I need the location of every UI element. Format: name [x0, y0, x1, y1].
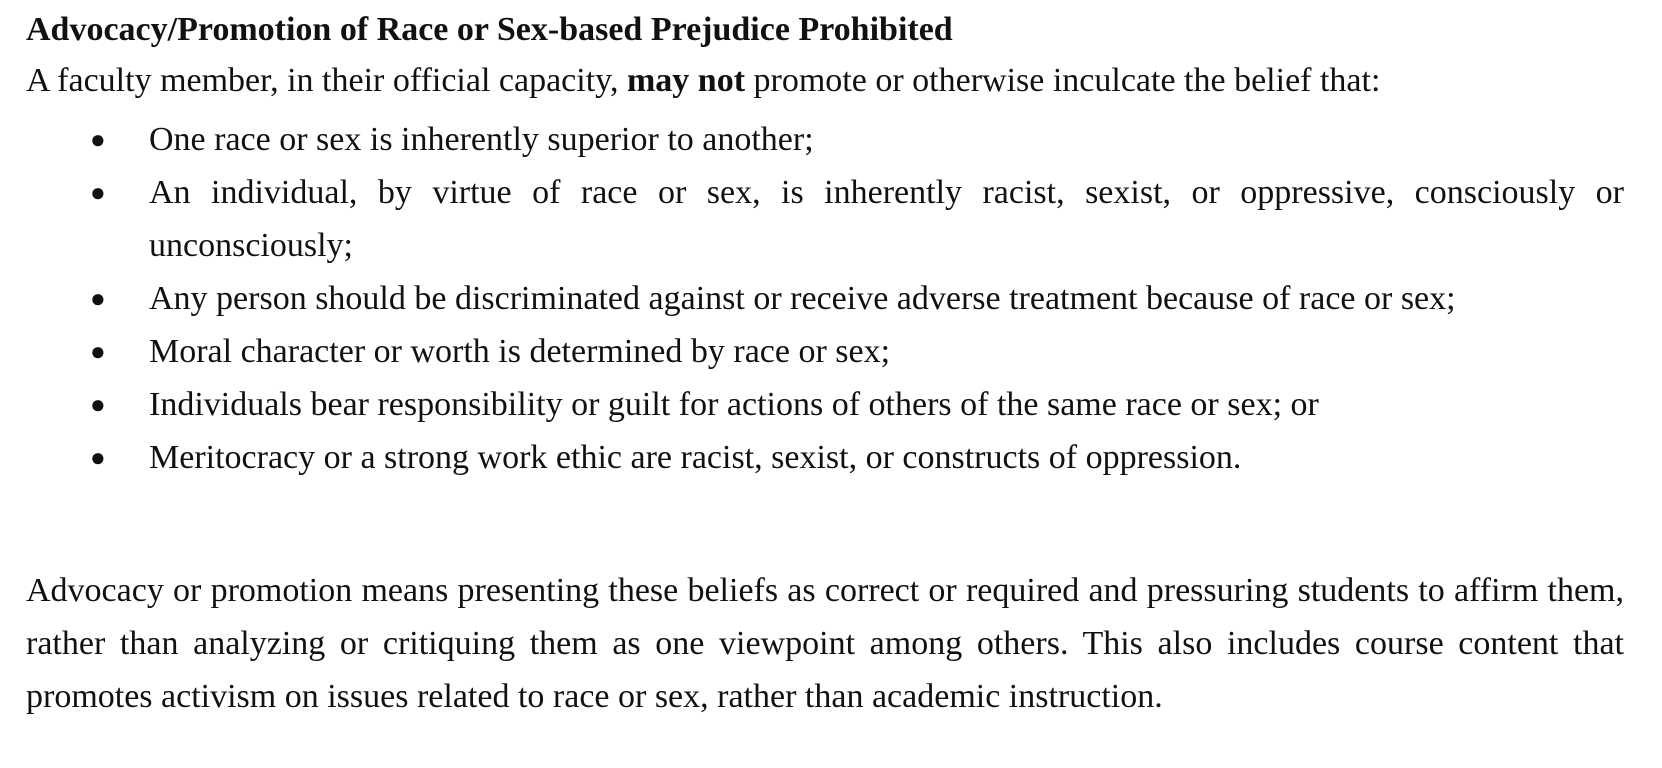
- list-item: [0, 113, 1624, 166]
- bullet-icon: ●: [90, 178, 106, 207]
- list-item-text: An individual, by virtue of race or sex, is inherently racist, sexist, or oppressive, consciously or unconsciously;: [149, 174, 1624, 264]
- bullet-icon: ●: [90, 390, 106, 419]
- list-item: [0, 431, 1624, 484]
- intro-sentence: [26, 61, 1380, 101]
- bullet-icon: ●: [90, 284, 106, 313]
- intro-text-after: promote or otherwise inculcate the belief that:: [745, 62, 1381, 99]
- list-item-text: One race or sex is inherently superior to another;: [149, 121, 814, 158]
- list-item-text: Meritocracy or a strong work ethic are racist, sexist, or constructs of oppression.: [149, 439, 1242, 476]
- list-item-text: Moral character or worth is determined by race or sex;: [149, 333, 891, 370]
- list-item: [0, 272, 1624, 325]
- bullet-icon: ●: [90, 337, 106, 366]
- intro-emphasis: may not: [626, 62, 746, 99]
- prohibited-beliefs-list: [0, 113, 1662, 484]
- list-item: [0, 166, 1624, 272]
- bullet-icon: ●: [90, 443, 106, 472]
- list-item: [0, 325, 1624, 378]
- intro-text-before: A faculty member, in their official capacity,: [26, 62, 627, 99]
- bullet-icon: ●: [90, 125, 106, 154]
- list-item: [0, 378, 1624, 431]
- list-item-text: Individuals bear responsibility or guilt for actions of others of the same race or sex; or: [149, 386, 1319, 423]
- list-item-text: Any person should be discriminated against or receive adverse treatment because of race or sex;: [149, 280, 1456, 317]
- definition-paragraph: Advocacy or promotion means presenting these beliefs as correct or required and pressuring students to affirm them, rather than analyzing or critiquing them as one viewpoint among others. This also includes course content that promotes activism on issues related to race or sex, rather than academic instruction.: [26, 572, 1624, 715]
- section-heading: Advocacy/Promotion of Race or Sex-based Prejudice Prohibited: [26, 11, 953, 48]
